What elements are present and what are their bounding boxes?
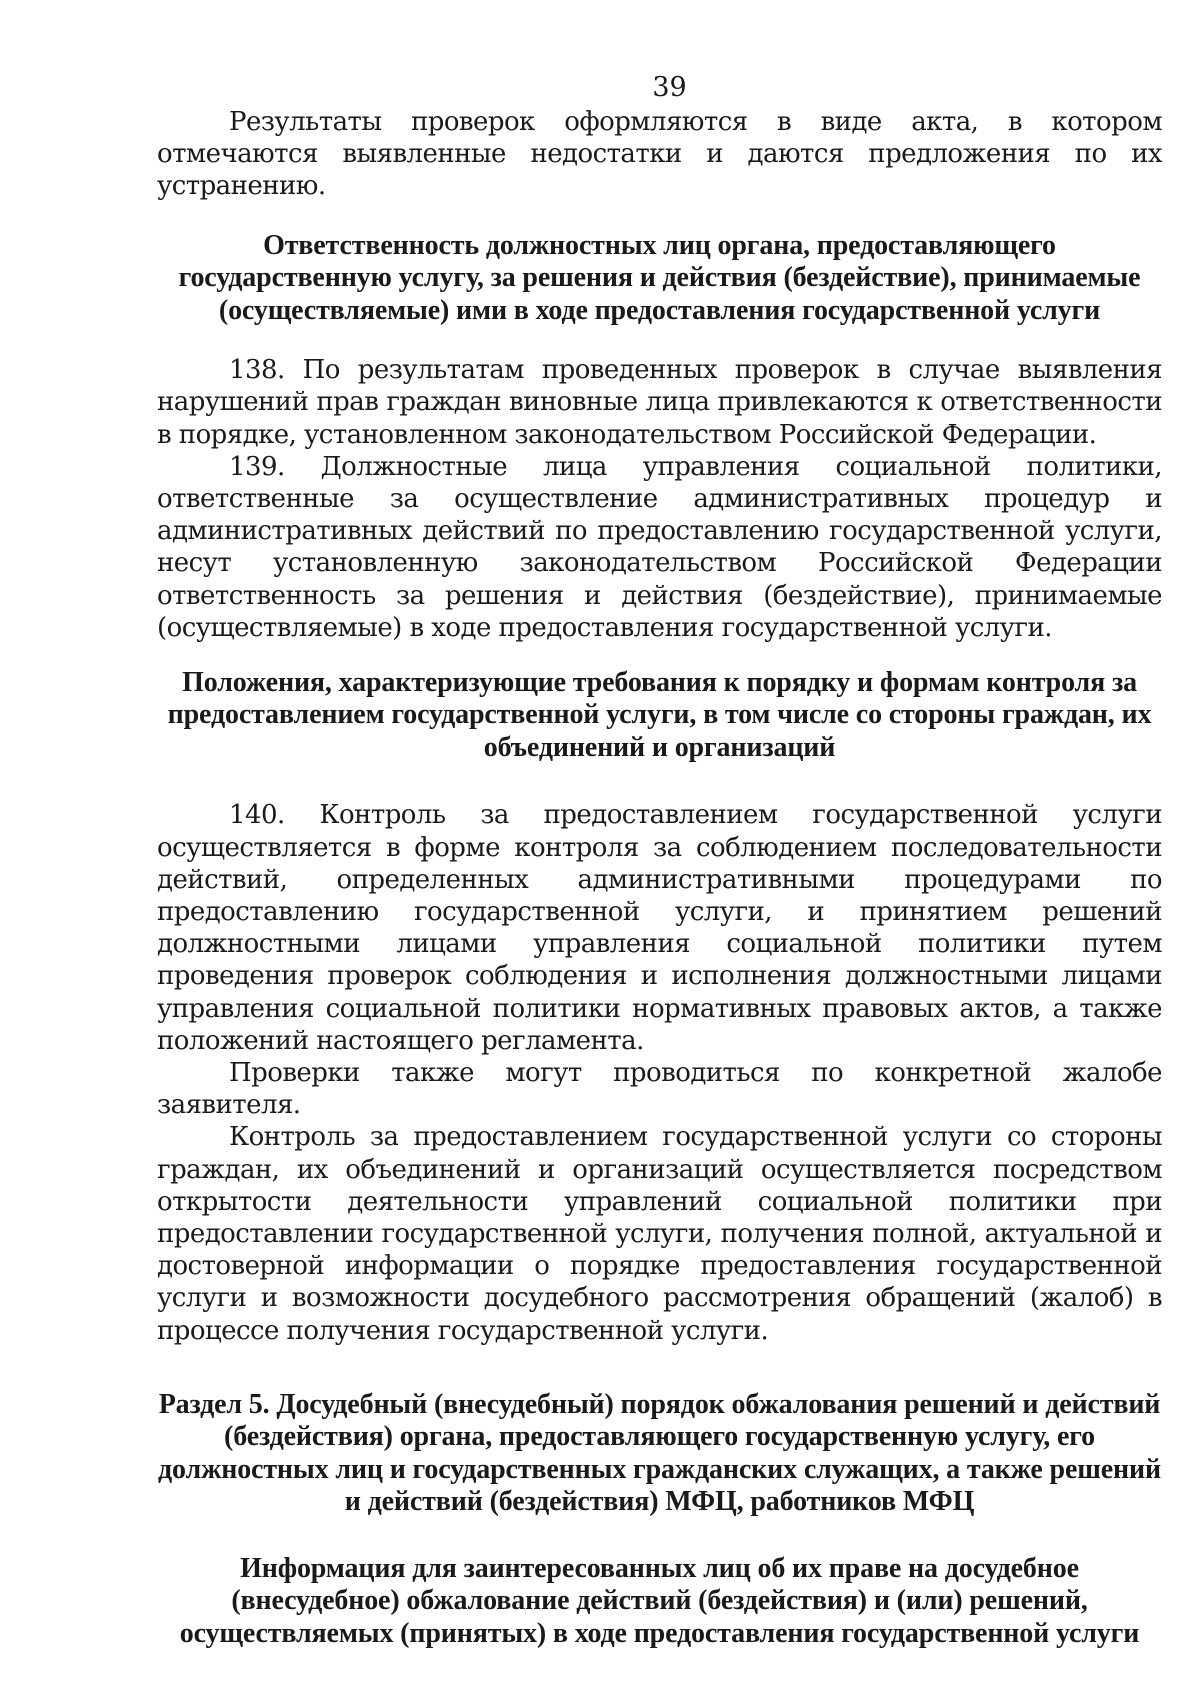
heading-official-responsibility: Ответственность должностных лиц органа, предоставляющего государственную услугу, за решения и действия (бездействие), принимаемые (осуществляемые) ими в ходе предоставления государственной услуги (178, 229, 1141, 326)
paragraph-139: 139. Должностные лица управления социальной политики, ответственные за осуществление административных процедур и административных действий по предоставлению государственной услуги, несут установленную законодательством Российской Федерации ответственность за решения и действия (бездействие), принимаемые (осуществляемые) в ходе предоставления государственной услуги. (157, 451, 1162, 643)
heading-appeal-information: Информация для заинтересованных лиц об их праве на досудебное (внесудебное) обжалование действий (бездействия) и (или) решений, осуществляемых (принятых) в ходе предоставления государственной услуги (179, 1552, 1140, 1649)
heading-section-5: Раздел 5. Досудебный (внесудебный) порядок обжалования решений и действий (бездействия) органа, предоставляющего государственную услугу, его должностных лиц и государственных гражданских служащих, а также решений и действий (бездействия) МФЦ, работников МФЦ (158, 1388, 1161, 1518)
paragraph-complaint-inspections: Проверки также могут проводиться по конкретной жалобе заявителя. (157, 1058, 1162, 1121)
paragraph-public-control: Контроль за предоставлением государственной услуги со стороны граждан, их объединений и организаций осуществляется посредством открытости деятельности управлений социальной политики при предоставлении государственной услуги, получения полной, актуальной и достоверной информации о порядке предоставления государственной услуги и возможности досудебного рассмотрения обращений (жалоб) в процессе получения государственной услуги. (157, 1122, 1162, 1346)
paragraph-inspection-results: Результаты проверок оформляются в виде акта, в котором отмечаются выявленные недостатки и даются предложения по их устранению. (157, 107, 1162, 202)
paragraph-138: 138. По результатам проведенных проверок в случае выявления нарушений прав граждан виновные лица привлекаются к ответственности в порядке, установленном законодательством Российской Федерации. (157, 355, 1162, 450)
paragraph-140: 140. Контроль за предоставлением государственной услуги осуществляется в форме контроля за соблюдением последовательности действий, определенных административными процедурами по предоставлению государственной услуги, и принятием решений должностными лицами управления социальной политики путем проведения проверок соблюдения и исполнения должностными лицами управления социальной политики нормативных правовых актов, а также положений настоящего регламента. (157, 800, 1162, 1056)
page-number: 39 (652, 72, 687, 103)
heading-control-provisions: Положения, характеризующие требования к порядку и формам контроля за предоставлением государственной услуги, в том числе со стороны граждан, их объединений и организаций (167, 666, 1152, 763)
document-page (157, 70, 1162, 1650)
